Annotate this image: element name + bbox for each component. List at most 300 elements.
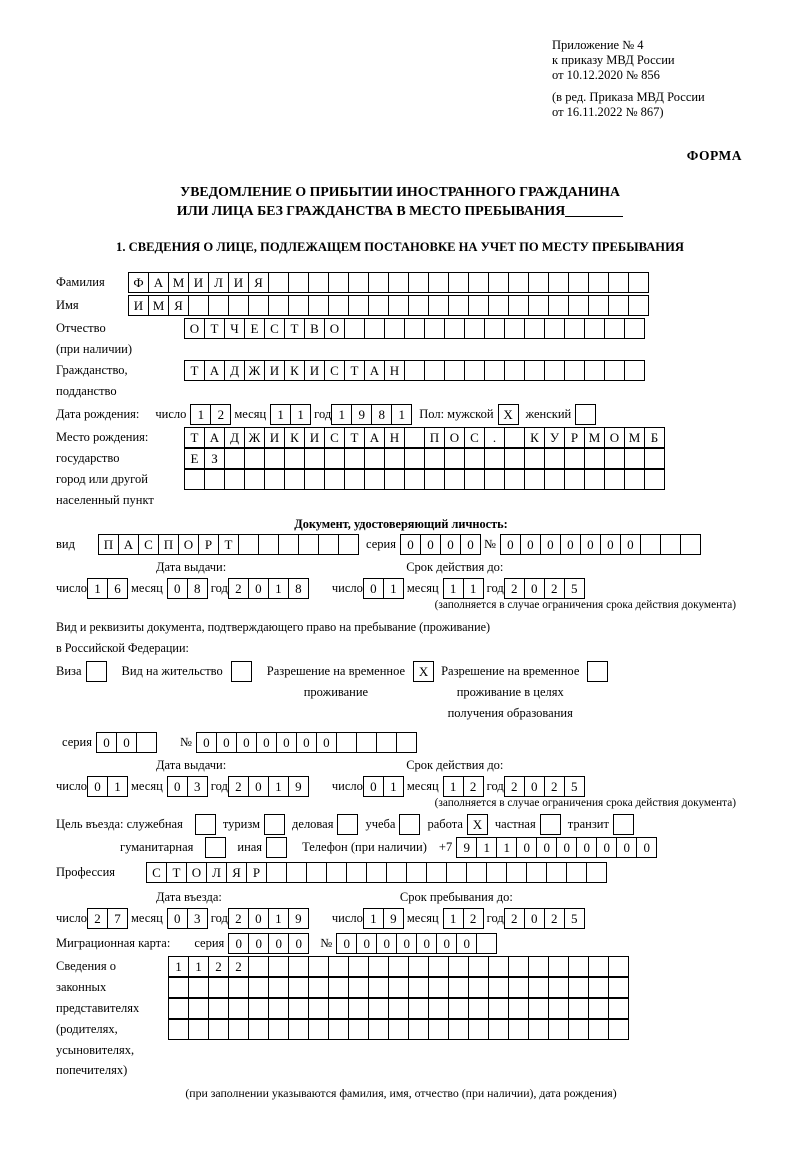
purpose-business-checkbox[interactable] (337, 814, 357, 835)
char-cell[interactable]: 0 (196, 732, 217, 753)
char-cell[interactable]: Т (284, 318, 305, 339)
char-cell[interactable] (524, 469, 545, 490)
char-cell[interactable]: 0 (540, 534, 561, 555)
char-cell[interactable]: 0 (500, 534, 521, 555)
char-cell[interactable]: 0 (256, 732, 277, 753)
char-cell[interactable] (424, 360, 445, 381)
char-cell[interactable]: Д (224, 360, 245, 381)
char-cell[interactable]: Я (248, 272, 269, 293)
char-cell[interactable]: 0 (268, 933, 289, 954)
char-cell[interactable]: 3 (187, 776, 208, 797)
char-cell[interactable]: 0 (396, 933, 417, 954)
char-cell[interactable] (268, 998, 289, 1019)
char-cell[interactable]: 1 (463, 578, 484, 599)
char-cell[interactable]: 0 (228, 933, 249, 954)
char-cell[interactable] (168, 1019, 189, 1040)
char-cell[interactable] (568, 272, 589, 293)
char-cell[interactable]: У (544, 427, 565, 448)
char-cell[interactable] (278, 534, 299, 555)
char-cell[interactable] (348, 295, 369, 316)
char-cell[interactable] (448, 956, 469, 977)
char-cell[interactable] (348, 998, 369, 1019)
char-cell[interactable]: 1 (391, 404, 412, 425)
char-cell[interactable] (231, 661, 252, 682)
char-cell[interactable] (268, 977, 289, 998)
char-cell[interactable] (568, 1019, 589, 1040)
char-cell[interactable] (428, 295, 449, 316)
char-cell[interactable]: 0 (248, 578, 269, 599)
char-cell[interactable] (388, 295, 409, 316)
residence-permit-checkbox[interactable] (231, 661, 251, 682)
char-cell[interactable]: А (364, 360, 385, 381)
char-cell[interactable] (195, 814, 216, 835)
char-cell[interactable] (488, 956, 509, 977)
char-cell[interactable] (468, 272, 489, 293)
char-cell[interactable] (628, 295, 649, 316)
char-cell[interactable]: 1 (168, 956, 189, 977)
char-cell[interactable] (644, 448, 665, 469)
char-cell[interactable] (488, 295, 509, 316)
char-cell[interactable] (168, 977, 189, 998)
char-cell[interactable] (204, 469, 225, 490)
char-cell[interactable] (308, 272, 329, 293)
char-cell[interactable]: И (228, 272, 249, 293)
char-cell[interactable] (508, 272, 529, 293)
char-cell[interactable] (208, 295, 229, 316)
char-cell[interactable] (566, 862, 587, 883)
stay-valid-month-input[interactable] (443, 776, 483, 797)
char-cell[interactable] (248, 1019, 269, 1040)
stay-issue-month-input[interactable] (167, 776, 207, 797)
char-cell[interactable] (488, 998, 509, 1019)
char-cell[interactable] (588, 998, 609, 1019)
char-cell[interactable]: С (146, 862, 167, 883)
citizenship-input[interactable] (184, 360, 644, 381)
char-cell[interactable]: 0 (456, 933, 477, 954)
char-cell[interactable] (304, 448, 325, 469)
char-cell[interactable]: К (284, 360, 305, 381)
char-cell[interactable] (328, 295, 349, 316)
char-cell[interactable] (337, 814, 358, 835)
char-cell[interactable] (624, 448, 645, 469)
char-cell[interactable] (548, 998, 569, 1019)
char-cell[interactable] (488, 272, 509, 293)
char-cell[interactable] (368, 998, 389, 1019)
char-cell[interactable] (548, 272, 569, 293)
stay-number-input[interactable] (196, 732, 416, 753)
birth-month-input[interactable] (270, 404, 310, 425)
char-cell[interactable]: 0 (636, 837, 657, 858)
char-cell[interactable] (508, 1019, 529, 1040)
char-cell[interactable] (324, 469, 345, 490)
char-cell[interactable] (328, 998, 349, 1019)
char-cell[interactable]: 0 (167, 908, 188, 929)
char-cell[interactable] (608, 998, 629, 1019)
char-cell[interactable] (208, 1019, 229, 1040)
char-cell[interactable]: 1 (496, 837, 517, 858)
char-cell[interactable] (248, 295, 269, 316)
char-cell[interactable] (508, 977, 529, 998)
entry-day-input[interactable] (87, 908, 127, 929)
char-cell[interactable]: 0 (336, 933, 357, 954)
char-cell[interactable] (266, 862, 287, 883)
name-input[interactable] (128, 295, 648, 316)
char-cell[interactable]: 0 (288, 933, 309, 954)
char-cell[interactable] (444, 360, 465, 381)
char-cell[interactable]: 0 (356, 933, 377, 954)
char-cell[interactable] (468, 956, 489, 977)
char-cell[interactable] (466, 862, 487, 883)
char-cell[interactable] (428, 956, 449, 977)
char-cell[interactable] (448, 295, 469, 316)
migration-number-input[interactable] (336, 933, 496, 954)
char-cell[interactable]: 2 (544, 776, 565, 797)
char-cell[interactable]: О (184, 318, 205, 339)
char-cell[interactable] (468, 295, 489, 316)
char-cell[interactable] (446, 862, 467, 883)
char-cell[interactable]: 1 (87, 578, 108, 599)
char-cell[interactable]: 9 (288, 776, 309, 797)
char-cell[interactable]: 1 (268, 908, 289, 929)
char-cell[interactable]: 0 (167, 776, 188, 797)
char-cell[interactable]: 0 (236, 732, 257, 753)
char-cell[interactable] (408, 998, 429, 1019)
char-cell[interactable] (508, 956, 529, 977)
purpose-transit-checkbox[interactable] (613, 814, 633, 835)
char-cell[interactable] (248, 998, 269, 1019)
char-cell[interactable] (568, 977, 589, 998)
char-cell[interactable] (344, 448, 365, 469)
char-cell[interactable] (504, 360, 525, 381)
char-cell[interactable] (624, 360, 645, 381)
char-cell[interactable] (404, 318, 425, 339)
purpose-tourism-checkbox[interactable] (264, 814, 284, 835)
char-cell[interactable]: 0 (556, 837, 577, 858)
char-cell[interactable] (384, 448, 405, 469)
char-cell[interactable]: 0 (520, 534, 541, 555)
char-cell[interactable]: Ж (244, 427, 265, 448)
char-cell[interactable] (268, 956, 289, 977)
char-cell[interactable]: Т (204, 318, 225, 339)
char-cell[interactable]: 0 (248, 933, 269, 954)
char-cell[interactable] (424, 469, 445, 490)
entry-year-input[interactable] (228, 908, 308, 929)
valid-year-input[interactable] (504, 578, 584, 599)
char-cell[interactable]: 2 (87, 908, 108, 929)
char-cell[interactable] (468, 977, 489, 998)
char-cell[interactable] (680, 534, 701, 555)
char-cell[interactable] (298, 534, 319, 555)
char-cell[interactable] (308, 977, 329, 998)
char-cell[interactable] (644, 469, 665, 490)
char-cell[interactable] (408, 956, 429, 977)
char-cell[interactable]: 2 (504, 908, 525, 929)
char-cell[interactable]: А (204, 427, 225, 448)
char-cell[interactable] (228, 1019, 249, 1040)
char-cell[interactable] (288, 977, 309, 998)
char-cell[interactable]: 0 (576, 837, 597, 858)
char-cell[interactable] (448, 272, 469, 293)
char-cell[interactable] (640, 534, 661, 555)
char-cell[interactable]: М (624, 427, 645, 448)
stay-valid-year-input[interactable] (504, 776, 584, 797)
char-cell[interactable] (484, 469, 505, 490)
char-cell[interactable] (286, 862, 307, 883)
char-cell[interactable] (504, 318, 525, 339)
char-cell[interactable]: 0 (87, 776, 108, 797)
legal-rep-line-3[interactable] (168, 998, 628, 1019)
char-cell[interactable] (404, 427, 425, 448)
char-cell[interactable] (476, 933, 497, 954)
char-cell[interactable] (288, 272, 309, 293)
char-cell[interactable]: 8 (187, 578, 208, 599)
char-cell[interactable] (306, 862, 327, 883)
char-cell[interactable] (526, 862, 547, 883)
char-cell[interactable] (388, 956, 409, 977)
char-cell[interactable]: 1 (107, 776, 128, 797)
char-cell[interactable]: . (484, 427, 505, 448)
char-cell[interactable]: 0 (276, 732, 297, 753)
char-cell[interactable] (524, 318, 545, 339)
char-cell[interactable]: 5 (564, 578, 585, 599)
char-cell[interactable]: Ч (224, 318, 245, 339)
char-cell[interactable]: О (324, 318, 345, 339)
char-cell[interactable] (424, 448, 445, 469)
char-cell[interactable] (588, 1019, 609, 1040)
char-cell[interactable] (564, 360, 585, 381)
char-cell[interactable] (464, 360, 485, 381)
char-cell[interactable]: К (284, 427, 305, 448)
char-cell[interactable] (364, 448, 385, 469)
char-cell[interactable] (588, 977, 609, 998)
char-cell[interactable] (408, 1019, 429, 1040)
char-cell[interactable]: 0 (416, 933, 437, 954)
char-cell[interactable] (604, 469, 625, 490)
char-cell[interactable] (564, 318, 585, 339)
char-cell[interactable]: 2 (504, 578, 525, 599)
char-cell[interactable] (368, 1019, 389, 1040)
char-cell[interactable]: Х (467, 814, 488, 835)
char-cell[interactable] (308, 998, 329, 1019)
char-cell[interactable] (524, 448, 545, 469)
char-cell[interactable]: З (204, 448, 225, 469)
char-cell[interactable] (384, 318, 405, 339)
char-cell[interactable]: 1 (270, 404, 291, 425)
char-cell[interactable]: 0 (363, 578, 384, 599)
purpose-private-checkbox[interactable] (540, 814, 560, 835)
birth-year-input[interactable] (331, 404, 411, 425)
char-cell[interactable] (248, 977, 269, 998)
char-cell[interactable] (528, 998, 549, 1019)
stay-until-day-input[interactable] (363, 908, 403, 929)
char-cell[interactable]: И (304, 360, 325, 381)
char-cell[interactable] (408, 977, 429, 998)
birth-day-input[interactable] (190, 404, 230, 425)
char-cell[interactable] (388, 998, 409, 1019)
char-cell[interactable] (266, 837, 287, 858)
char-cell[interactable]: П (98, 534, 119, 555)
char-cell[interactable]: 0 (316, 732, 337, 753)
char-cell[interactable] (328, 272, 349, 293)
char-cell[interactable] (136, 732, 157, 753)
char-cell[interactable] (468, 1019, 489, 1040)
char-cell[interactable] (364, 318, 385, 339)
char-cell[interactable]: М (168, 272, 189, 293)
char-cell[interactable]: М (148, 295, 169, 316)
char-cell[interactable]: 0 (600, 534, 621, 555)
valid-month-input[interactable] (443, 578, 483, 599)
char-cell[interactable]: 9 (351, 404, 372, 425)
char-cell[interactable]: М (584, 427, 605, 448)
char-cell[interactable] (508, 998, 529, 1019)
char-cell[interactable]: 8 (371, 404, 392, 425)
patronymic-input[interactable] (184, 318, 644, 339)
char-cell[interactable] (588, 295, 609, 316)
char-cell[interactable] (388, 1019, 409, 1040)
char-cell[interactable] (268, 272, 289, 293)
char-cell[interactable]: 1 (383, 776, 404, 797)
char-cell[interactable] (628, 272, 649, 293)
purpose-work-checkbox[interactable] (467, 814, 487, 835)
char-cell[interactable] (304, 469, 325, 490)
char-cell[interactable]: В (304, 318, 325, 339)
char-cell[interactable] (624, 469, 645, 490)
char-cell[interactable] (608, 956, 629, 977)
char-cell[interactable]: А (148, 272, 169, 293)
char-cell[interactable]: 5 (564, 908, 585, 929)
char-cell[interactable] (504, 427, 525, 448)
char-cell[interactable] (528, 272, 549, 293)
char-cell[interactable]: О (444, 427, 465, 448)
char-cell[interactable] (268, 295, 289, 316)
char-cell[interactable] (584, 448, 605, 469)
edu-residence-checkbox[interactable] (587, 661, 607, 682)
char-cell[interactable] (488, 1019, 509, 1040)
char-cell[interactable]: С (464, 427, 485, 448)
char-cell[interactable] (488, 977, 509, 998)
char-cell[interactable]: Д (224, 427, 245, 448)
char-cell[interactable] (544, 318, 565, 339)
char-cell[interactable] (428, 977, 449, 998)
profession-input[interactable] (146, 862, 606, 883)
char-cell[interactable]: 1 (443, 578, 464, 599)
char-cell[interactable] (408, 295, 429, 316)
char-cell[interactable] (444, 469, 465, 490)
stay-until-year-input[interactable] (504, 908, 584, 929)
char-cell[interactable]: А (364, 427, 385, 448)
char-cell[interactable]: 0 (363, 776, 384, 797)
char-cell[interactable] (228, 998, 249, 1019)
idoc-kind-input[interactable] (98, 534, 358, 555)
char-cell[interactable]: Т (218, 534, 239, 555)
issue-month-input[interactable] (167, 578, 207, 599)
char-cell[interactable] (504, 448, 525, 469)
char-cell[interactable] (406, 862, 427, 883)
char-cell[interactable] (568, 956, 589, 977)
char-cell[interactable] (344, 318, 365, 339)
char-cell[interactable]: 1 (383, 578, 404, 599)
char-cell[interactable]: Л (206, 862, 227, 883)
char-cell[interactable]: 2 (228, 776, 249, 797)
char-cell[interactable] (548, 1019, 569, 1040)
issue-year-input[interactable] (228, 578, 308, 599)
char-cell[interactable] (308, 1019, 329, 1040)
char-cell[interactable]: Т (344, 360, 365, 381)
char-cell[interactable] (544, 448, 565, 469)
char-cell[interactable] (384, 469, 405, 490)
char-cell[interactable] (586, 862, 607, 883)
sex-female-checkbox[interactable] (575, 404, 595, 425)
char-cell[interactable] (448, 1019, 469, 1040)
char-cell[interactable] (288, 1019, 309, 1040)
char-cell[interactable] (188, 977, 209, 998)
char-cell[interactable]: 0 (460, 534, 481, 555)
char-cell[interactable] (368, 956, 389, 977)
char-cell[interactable]: 1 (268, 578, 289, 599)
char-cell[interactable]: 0 (620, 534, 641, 555)
char-cell[interactable] (388, 272, 409, 293)
char-cell[interactable] (228, 295, 249, 316)
char-cell[interactable] (208, 998, 229, 1019)
char-cell[interactable] (464, 469, 485, 490)
char-cell[interactable] (346, 862, 367, 883)
visa-checkbox[interactable] (86, 661, 106, 682)
char-cell[interactable]: Ф (128, 272, 149, 293)
char-cell[interactable] (404, 448, 425, 469)
char-cell[interactable]: 2 (228, 956, 249, 977)
legal-rep-line-4[interactable] (168, 1019, 628, 1040)
char-cell[interactable]: П (424, 427, 445, 448)
char-cell[interactable]: 1 (290, 404, 311, 425)
char-cell[interactable]: 1 (268, 776, 289, 797)
char-cell[interactable] (238, 534, 259, 555)
char-cell[interactable]: Т (166, 862, 187, 883)
char-cell[interactable] (428, 998, 449, 1019)
char-cell[interactable]: О (186, 862, 207, 883)
char-cell[interactable]: 1 (331, 404, 352, 425)
char-cell[interactable]: 1 (188, 956, 209, 977)
char-cell[interactable]: Р (564, 427, 585, 448)
char-cell[interactable]: 1 (476, 837, 497, 858)
char-cell[interactable] (288, 956, 309, 977)
char-cell[interactable]: 0 (580, 534, 601, 555)
char-cell[interactable]: И (264, 427, 285, 448)
char-cell[interactable] (588, 956, 609, 977)
valid-day-input[interactable] (363, 578, 403, 599)
char-cell[interactable] (244, 469, 265, 490)
idoc-series-input[interactable] (400, 534, 480, 555)
char-cell[interactable] (318, 534, 339, 555)
char-cell[interactable] (508, 295, 529, 316)
char-cell[interactable] (404, 360, 425, 381)
char-cell[interactable] (548, 956, 569, 977)
char-cell[interactable]: 1 (190, 404, 211, 425)
char-cell[interactable]: Б (644, 427, 665, 448)
stay-issue-year-input[interactable] (228, 776, 308, 797)
char-cell[interactable] (608, 295, 629, 316)
char-cell[interactable] (248, 956, 269, 977)
char-cell[interactable] (388, 977, 409, 998)
char-cell[interactable]: 6 (107, 578, 128, 599)
idoc-number-input[interactable] (500, 534, 700, 555)
char-cell[interactable] (184, 469, 205, 490)
legal-rep-line-2[interactable] (168, 977, 628, 998)
char-cell[interactable]: 0 (420, 534, 441, 555)
char-cell[interactable] (424, 318, 445, 339)
char-cell[interactable]: 0 (524, 908, 545, 929)
char-cell[interactable] (328, 956, 349, 977)
char-cell[interactable]: С (324, 427, 345, 448)
